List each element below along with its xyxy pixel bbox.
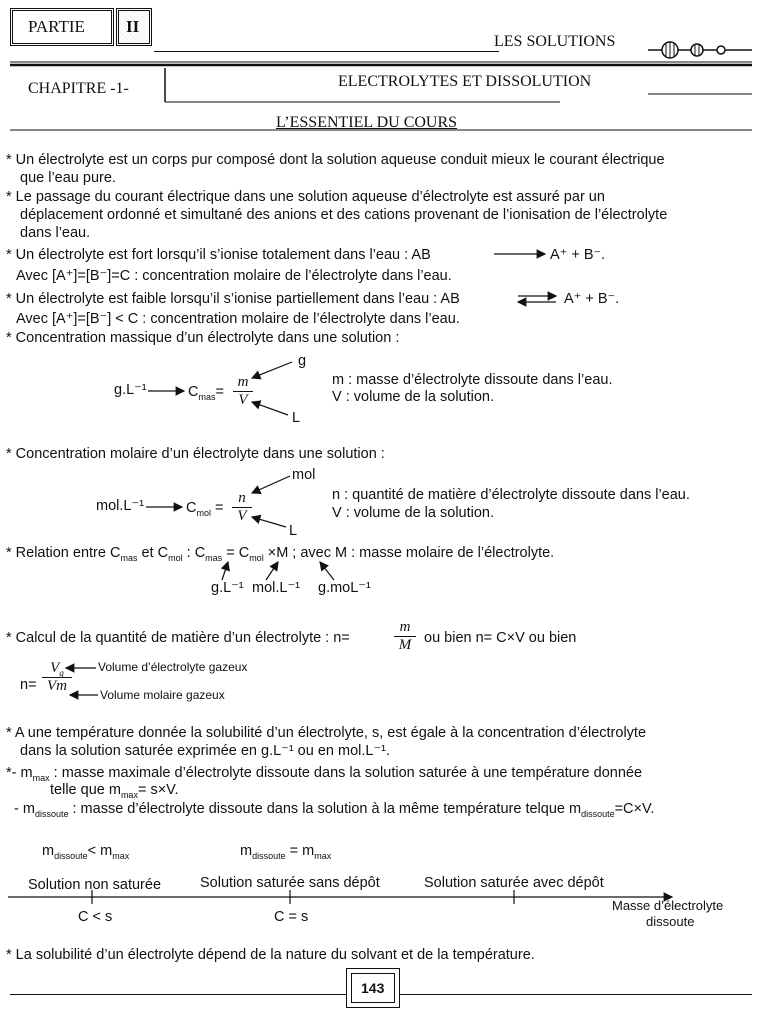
cmol-unit-den: L bbox=[289, 523, 298, 539]
footer-rule-right bbox=[400, 994, 752, 995]
cmol-desc-1: n : quantité de matière d’électrolyte dissoute dans l’eau. bbox=[332, 487, 690, 503]
partie-number: II bbox=[126, 17, 140, 36]
bullet-11: - $m_{dissoute}$ : masse d’électrolyte dissoute dans la solution à la même température telque $m_{dissoute}=C\times V$. bbox=[14, 801, 655, 819]
bullet-3: * Un électrolyte est fort lorsqu’il s’ionise totalement dans l’eau : AB bbox=[6, 247, 431, 263]
relation-unit-1: g.L⁻¹ bbox=[211, 580, 244, 596]
n-gas-den-label: Volume molaire gazeux bbox=[100, 688, 225, 702]
axis-top-left: $m_{dissoute}< m_{max}$ bbox=[42, 843, 130, 861]
axis-below-2: C = s bbox=[274, 909, 309, 925]
bullet-1-cont: que l’eau pure. bbox=[20, 170, 116, 186]
cmol-symbol: $C_{mol}$ = bbox=[186, 500, 224, 518]
cmas-denominator: V bbox=[233, 391, 253, 409]
equilibrium-arrow-icon bbox=[518, 296, 556, 302]
axis-top-mid: $m_{dissoute} = m_{max}$ bbox=[240, 843, 332, 861]
bullet-4: * Un électrolyte est faible lorsqu’il s’ionise partiellement dans l’eau : AB bbox=[6, 291, 460, 307]
bullet-2-cont1: déplacement ordonné et simultané des anions et des cations provenant de l’ionisation de l’électrolyte bbox=[20, 207, 668, 223]
axis-below-1: C < s bbox=[78, 909, 113, 925]
bullet-1: * Un électrolyte est un corps pur composé dont la solution aqueuse conduit mieux le courant électrique bbox=[6, 152, 665, 168]
axis-seg-2: Solution saturée sans dépôt bbox=[200, 875, 380, 891]
cmas-unit-den: L bbox=[292, 410, 301, 426]
n-fraction bbox=[394, 619, 416, 654]
bullet-7: * Relation entre $C_{mas}$ et $C_{mol}$ : $C_{mas} = C_{mol} \times M$ ; avec M : masse molaire de l’électrolyte. bbox=[6, 545, 555, 563]
cmas-desc-2: V : volume de la solution. bbox=[332, 389, 495, 405]
axis-end-label-2: dissoute bbox=[646, 914, 695, 929]
cmol-den-arrow bbox=[252, 517, 286, 527]
cmol-denominator: V bbox=[232, 507, 252, 525]
relation-arrow-2 bbox=[266, 562, 278, 580]
axis-seg-3: Solution saturée avec dépôt bbox=[424, 875, 604, 891]
bullet-2-cont2: dans l’eau. bbox=[20, 225, 91, 241]
bullet-2: * Le passage du courant électrique dans une solution aqueuse d’électrolyte est assuré par un bbox=[6, 189, 605, 205]
cmol-unit-num: mol bbox=[292, 467, 316, 483]
bullet-10: *- $m_{max}$ : masse maximale d’électrolyte dissoute dans la solution saturée à une température donnée bbox=[6, 765, 643, 783]
cmol-unit-left: mol.L⁻¹ bbox=[96, 498, 144, 514]
cmas-unit-left: g.L⁻¹ bbox=[114, 382, 147, 398]
bullet-4-products: A⁺ + B⁻. bbox=[564, 291, 620, 307]
bullet-8: * Calcul de la quantité de matière d’un électrolyte : n= bbox=[6, 630, 350, 646]
bullet-9-cont: dans la solution saturée exprimée en g.L⁻¹ ou en mol.L⁻¹. bbox=[20, 743, 390, 759]
n-gas-fraction bbox=[42, 660, 72, 695]
n-gas-lhs: n= bbox=[20, 677, 37, 693]
relation-unit-3: g.moL⁻¹ bbox=[318, 580, 371, 596]
relation-arrow-1 bbox=[222, 562, 228, 580]
axis-seg-1: Solution non saturée bbox=[28, 877, 162, 893]
cmol-fraction bbox=[232, 490, 252, 525]
n-numerator: m bbox=[399, 619, 411, 635]
chapitre-title: ELECTROLYTES ET DISSOLUTION bbox=[338, 73, 592, 90]
cmas-unit-num: g bbox=[298, 353, 307, 369]
bullet-4-avec: Avec [A⁺]=[B⁻] < C : concentration molaire de l’électrolyte dans l’eau. bbox=[16, 311, 460, 327]
page-number: 143 bbox=[361, 980, 385, 996]
cmol-desc-2: V : volume de la solution. bbox=[332, 505, 495, 521]
axis-end-label-1: Masse d’électrolyte bbox=[612, 898, 724, 913]
header-rule-top bbox=[154, 51, 499, 52]
bullet-3-products: A⁺ + B⁻. bbox=[550, 247, 606, 263]
section-title: LES SOLUTIONS bbox=[494, 33, 616, 50]
cmol-num-arrow bbox=[252, 476, 290, 493]
bullet-12: * La solubilité d’un électrolyte dépend de la nature du solvant et de la température. bbox=[6, 947, 535, 963]
cmas-den-arrow bbox=[252, 402, 288, 415]
footer-rule-left bbox=[10, 994, 346, 995]
cmas-desc-1: m : masse d’électrolyte dissoute dans l’eau. bbox=[332, 372, 613, 388]
bullet-9: * A une température donnée la solubilité d’un électrolyte, s, est égale à la concentration d’électrolyte bbox=[6, 725, 647, 741]
course-title: L’ESSENTIEL DU COURS bbox=[276, 114, 458, 131]
cmas-num-arrow bbox=[252, 362, 292, 378]
bullet-10-cont: telle que $m_{max}= s\times V$. bbox=[50, 782, 179, 800]
cmas-numerator: m bbox=[237, 374, 249, 390]
n-gas-num-label: Volume d’électrolyte gazeux bbox=[98, 660, 248, 674]
bullet-3-avec: Avec [A⁺]=[B⁻]=C : concentration molaire de l’électrolyte dans l’eau. bbox=[16, 268, 452, 284]
chapitre-label: CHAPITRE -1- bbox=[28, 80, 129, 97]
n-gas-numerator: $V_g$ bbox=[50, 660, 64, 678]
n-denominator: M bbox=[394, 636, 416, 654]
bullet-5: * Concentration massique d’un électrolyte dans une solution : bbox=[6, 330, 400, 346]
cmas-fraction bbox=[233, 374, 253, 409]
partie-label: PARTIE bbox=[28, 17, 85, 36]
cmol-numerator: n bbox=[238, 490, 246, 506]
bullet-6: * Concentration molaire d’un électrolyte dans une solution : bbox=[6, 446, 385, 462]
n-gas-denominator: Vm bbox=[42, 677, 72, 695]
relation-arrow-3 bbox=[320, 562, 334, 580]
cmas-symbol: $C_{mas}=$ bbox=[188, 384, 224, 402]
relation-unit-2: mol.L⁻¹ bbox=[252, 580, 300, 596]
bullet-8-rest: ou bien n= C×V ou bien bbox=[424, 630, 577, 646]
